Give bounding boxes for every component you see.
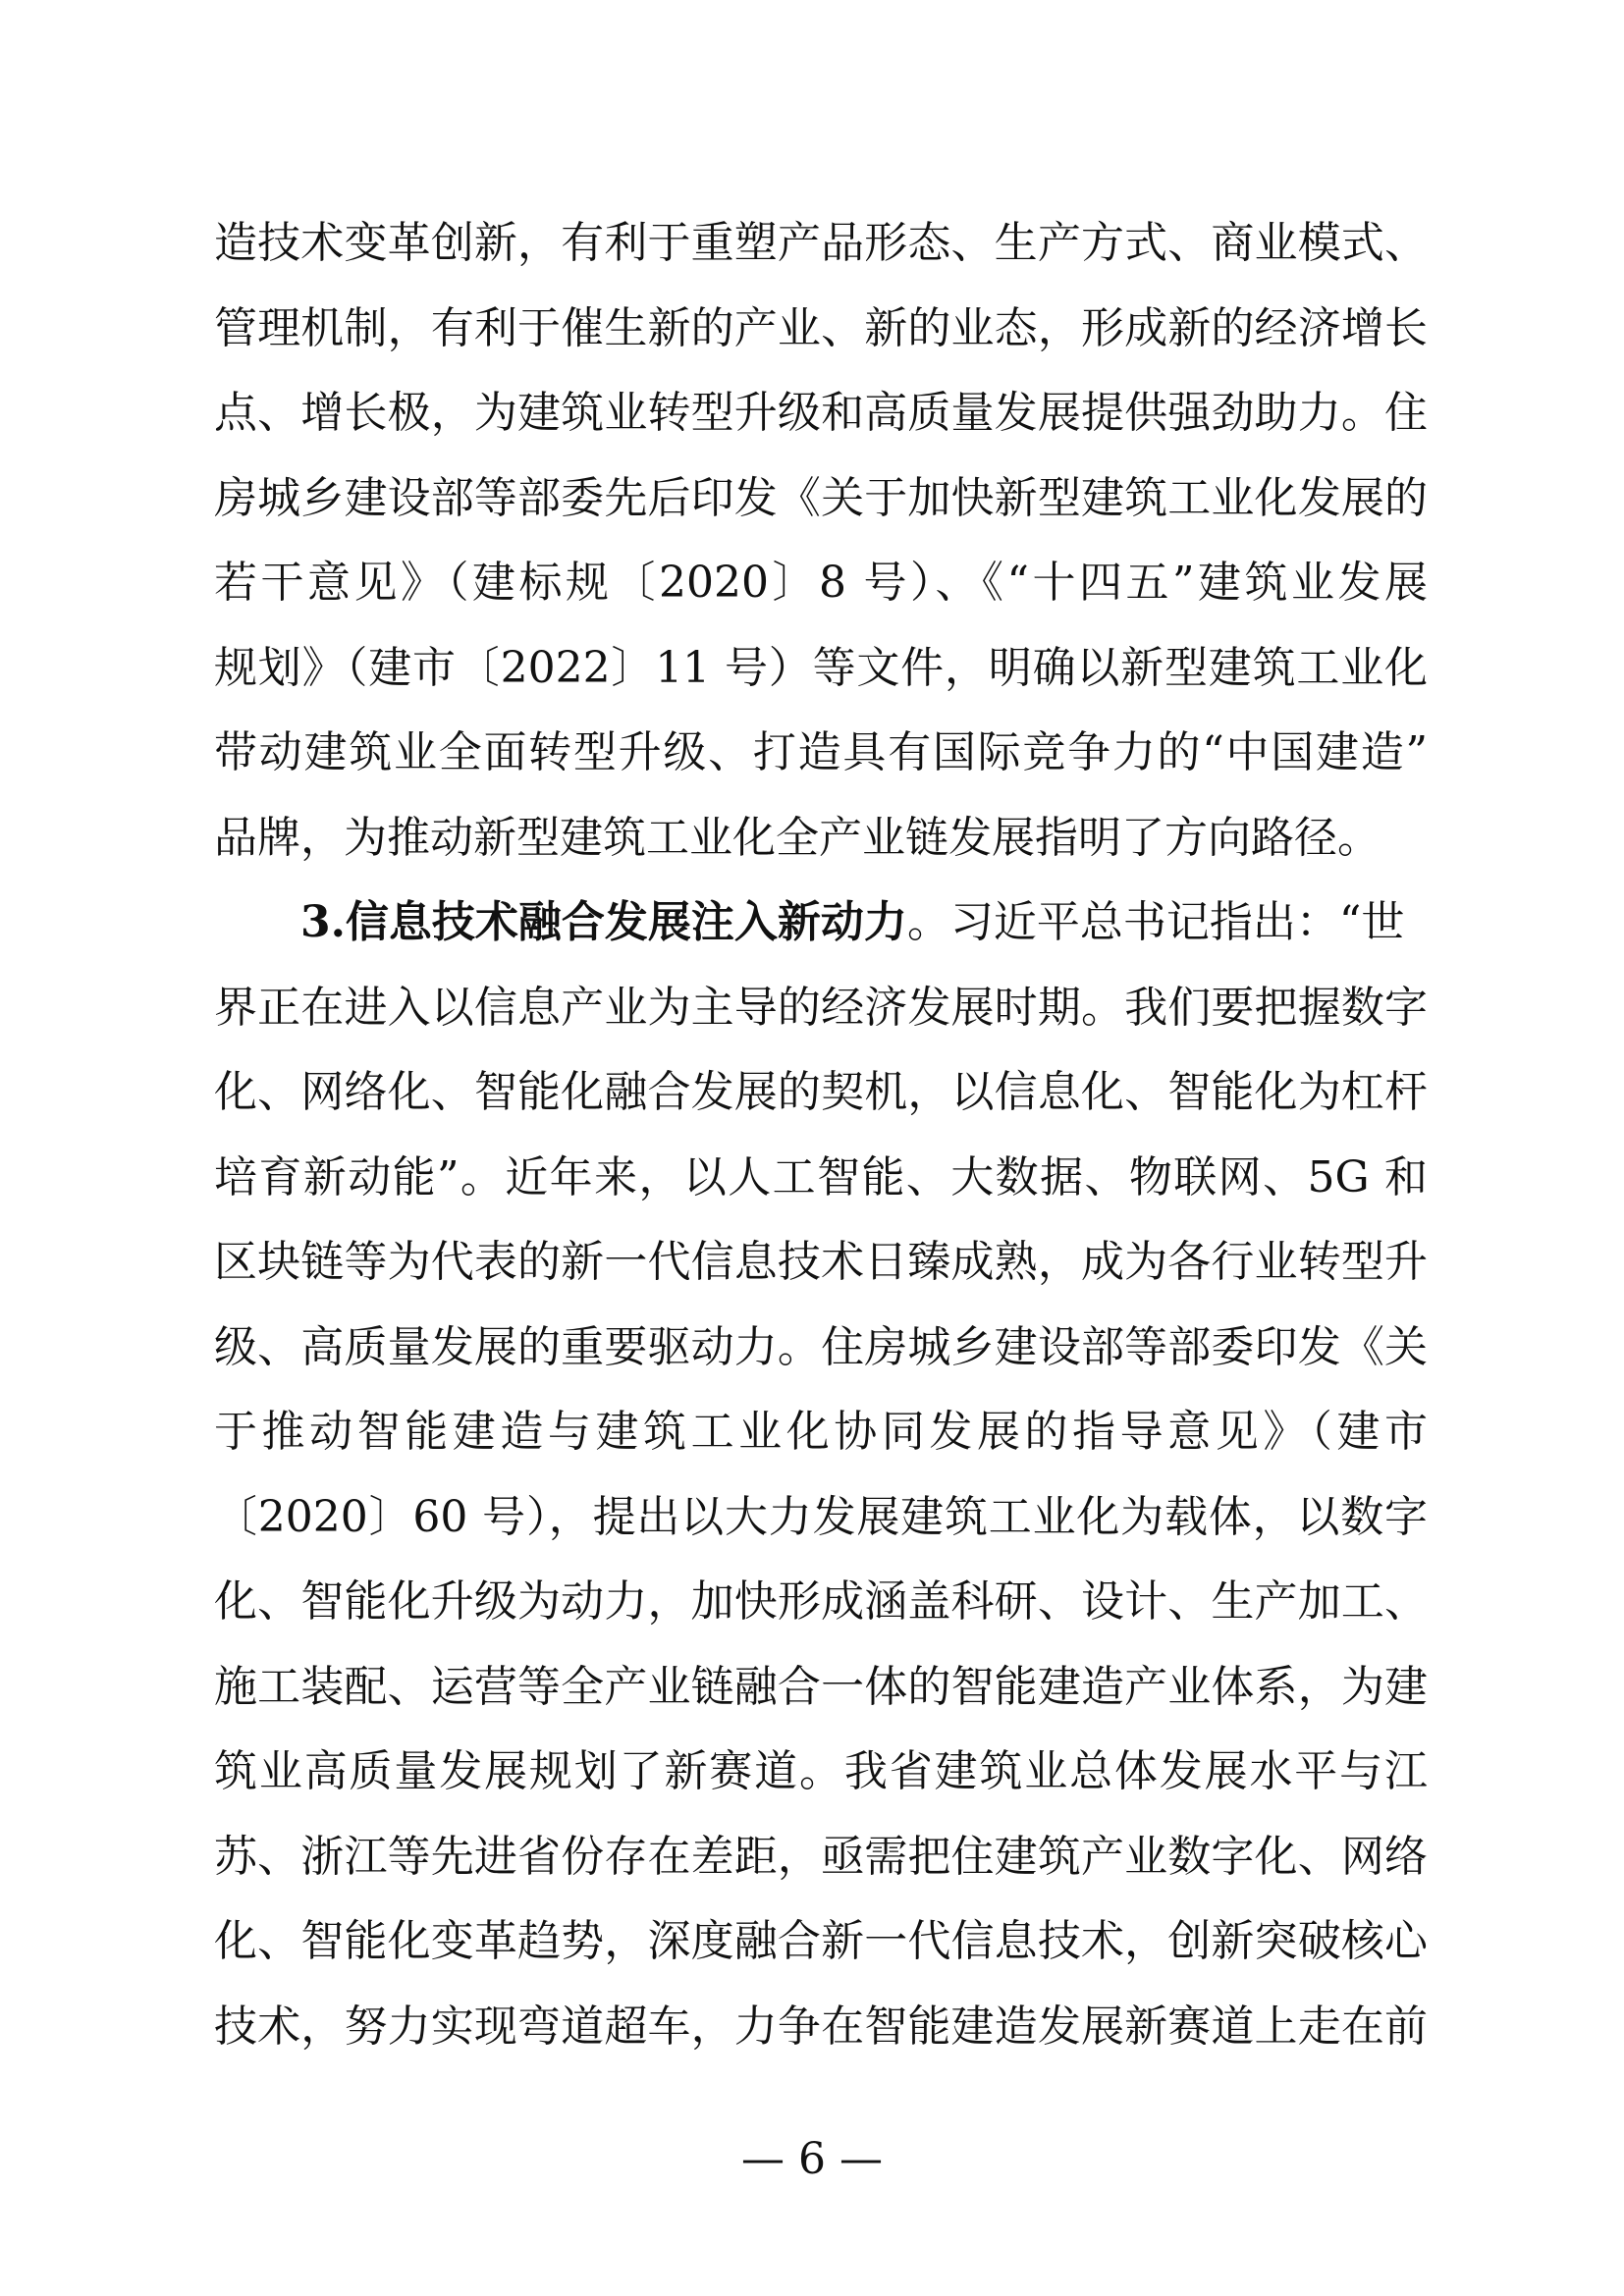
page-number: — 6 —: [741, 2134, 883, 2184]
text-line: 施工装配、运营等全产业链融合一体的智能建造产业体系，为建: [214, 1661, 1428, 1712]
text-line: 品牌，为推动新型建筑工业化全产业链发展指明了方向路径。: [214, 812, 1380, 863]
text-line: 带动建筑业全面转型升级、打造具有国际竞争力的“中国建造”: [214, 727, 1428, 777]
text-line: 技术，努力实现弯道超车，力争在智能建造发展新赛道上走在前: [214, 2001, 1428, 2052]
text-line: 房城乡建设部等部委先后印发《关于加快新型建筑工业化发展的: [214, 472, 1428, 523]
section-heading-rest: 。习近平总书记指出：“世: [906, 897, 1405, 947]
text-line: 管理机制，有利于催生新的产业、新的业态，形成新的经济增长: [214, 302, 1428, 353]
text-line: 苏、浙江等先进省份存在差距，亟需把住建筑产业数字化、网络: [214, 1831, 1428, 1882]
text-line: 界正在进入以信息产业为主导的经济发展时期。我们要把握数字: [214, 982, 1428, 1033]
text-line: 化、智能化变革趋势，深度融合新一代信息技术，创新突破核心: [214, 1916, 1428, 1966]
text-line: 级、高质量发展的重要驱动力。住房城乡建设部等部委印发《关: [214, 1321, 1428, 1372]
text-line: 化、智能化升级为动力，加快形成涵盖科研、设计、生产加工、: [214, 1576, 1428, 1627]
text-line: 培育新动能”。近年来，以人工智能、大数据、物联网、5G 和: [214, 1151, 1428, 1202]
body-text: [214, 201, 1428, 2069]
text-line: 造技术变革创新，有利于重塑产品形态、生产方式、商业模式、: [214, 218, 1428, 268]
text-line: 规划》（建市〔2022〕11 号）等文件，明确以新型建筑工业化: [214, 642, 1428, 693]
text-line: 若干意见》（建标规〔2020〕8 号）、《“十四五”建筑业发展: [214, 558, 1428, 608]
text-line: 筑业高质量发展规划了新赛道。我省建筑业总体发展水平与江: [214, 1746, 1428, 1796]
text-line: 化、网络化、智能化融合发展的契机，以信息化、智能化为杠杆: [214, 1067, 1428, 1117]
text-line: 点、增长极，为建筑业转型升级和高质量发展提供强劲助力。住: [214, 388, 1428, 438]
section-heading-line: [214, 881, 1428, 966]
text-line: 〔2020〕60 号），提出以大力发展建筑工业化为载体，以数字: [214, 1491, 1428, 1542]
section-heading: 3.信息技术融合发展注入新动力: [300, 897, 907, 947]
text-line: 区块链等为代表的新一代信息技术日臻成熟，成为各行业转型升: [214, 1237, 1428, 1287]
text-line: 于推动智能建造与建筑工业化协同发展的指导意见》（建市: [214, 1407, 1428, 1457]
